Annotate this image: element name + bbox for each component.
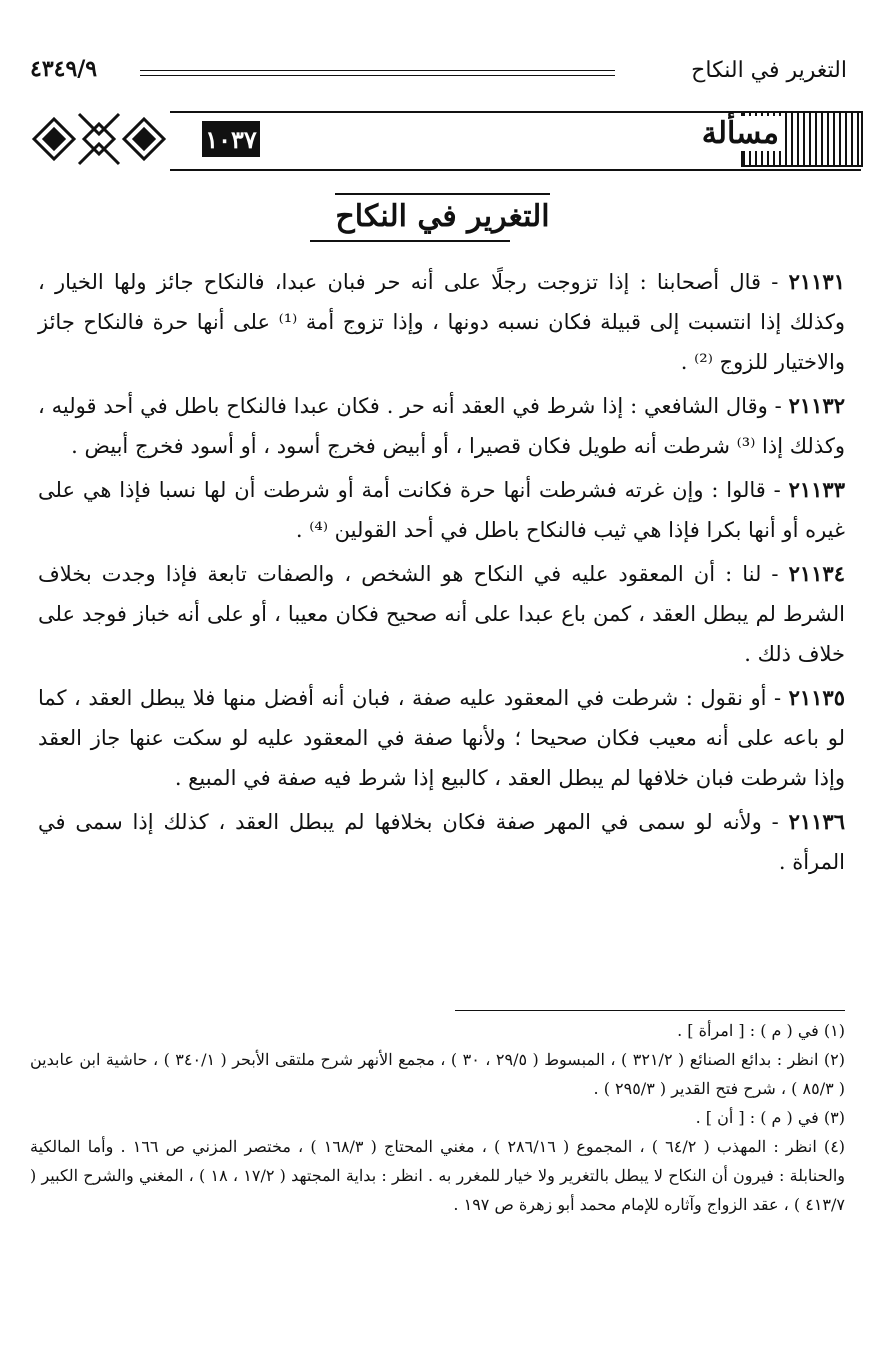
paragraph-text: - لنا : أن المعقود عليه في النكاح هو الشخص ، والصفات تابعة فإذا وجدت بخلاف الشرط لم يبطل العقد ، كمن باع عبدا على أنه صحيح فكان معيبا ، أو على أنه خباز فوجد على خلاف ذلك . (38, 562, 845, 666)
paragraph-text: - ولأنه لو سمى في المهر صفة فكان بخلافها لم يبطل العقد ، كذلك إذا سمى في المرأة . (38, 810, 845, 874)
paragraph-number: ٢١١٣٣ (788, 477, 845, 502)
section-title: التغرير في النكاح (335, 193, 549, 234)
ornament-icon (24, 104, 174, 174)
footnote: (١) في ( م ) : [ امرأة ] . (677, 1021, 845, 1040)
masala-label: مسألة (696, 116, 785, 151)
section-title-wrap (0, 193, 885, 234)
body-text (38, 262, 845, 886)
paragraph-number: ٢١١٣٦ (788, 809, 845, 834)
paragraph (38, 386, 845, 466)
paragraph-number: ٢١١٣٥ (788, 685, 845, 710)
paragraph (38, 262, 845, 382)
footnote: (٣) في ( م ) : [ أن ] . (695, 1108, 845, 1127)
page-reference: ٤٣٤٩/٩ (30, 56, 98, 82)
footnote: (٤) انظر : المهذب ( ٦٤/٢ ) ، المجموع ( ٢٨٦/١٦ ) ، مغني المحتاج ( ١٦٨/٣ ) ، مختصر المزني ص ١٦٦ . وأما المالكية والحنابلة : فيرون أن النكاح لا يبطل بالتغرير ولا خيار للمغرر به . انظر : بداية المجتهد ( ١٧/٢ ، ١٨ ) ، المغني والشرح الكبير ( ٤١٣/٧ ) ، عقد الزواج وآثاره للإمام محمد أبو زهرة ص ١٩٧ . (30, 1137, 846, 1214)
footnotes (30, 1016, 845, 1219)
paragraph (38, 554, 845, 674)
paragraph (38, 802, 845, 882)
paragraph-text: - قال أصحابنا : إذا تزوجت رجلًا على أنه حر فبان عبدا، فالنكاح جائز ولها الخيار ، وكذلك إذا انتسبت إلى قبيلة فكان نسبه دونها ، وإذا تزوج أمة ⁽¹⁾ على أنها حرة فالنكاح جائز والاختيار للزوج ⁽²⁾ . (38, 270, 845, 374)
footnote-separator (455, 1010, 845, 1011)
paragraph-text: - أو نقول : شرطت في المعقود عليه صفة ، فبان أنه أفضل منها فلا يبطل العقد ، كما لو باعه على أنه معيب فكان صحيحا ؛ ولأنها صفة في المعقود عليه لو سكت عنها جاز العقد وإذا شرطت فبان خلافها لم يبطل العقد ، كالبيع إذا شرط فيه صفة في المبيع . (38, 686, 845, 790)
footnote: (٢) انظر : بدائع الصنائع ( ٣٢١/٢ ) ، المبسوط ( ٢٩/٥ ، ٣٠ ) ، مجمع الأنهر شرح ملتقى الأبحر ( ٣٤٠/١ ) ، حاشية ابن عابدين ( ٨٥/٣ ) ، شرح فتح القدير ( ٢٩٥/٣ ) . (30, 1050, 846, 1098)
paragraph-number: ٢١١٣٤ (788, 561, 845, 586)
running-title: التغرير في النكاح (691, 58, 847, 83)
header-rule (140, 70, 615, 76)
paragraph-number: ٢١١٣٢ (788, 393, 845, 418)
paragraph-text: - وقال الشافعي : إذا شرط في العقد أنه حر . فكان عبدا فالنكاح باطل في أحد قوليه ، وكذلك إذا ⁽³⁾ شرطت أنه طويل فكان قصيرا ، أو أبيض فخرج أسود ، أو أسود فخرج أبيض . (38, 394, 845, 458)
paragraph (38, 470, 845, 550)
title-underline (310, 240, 510, 242)
masala-number: ١٠٣٧ (202, 121, 260, 157)
paragraph (38, 678, 845, 798)
paragraph-text: - قالوا : وإن غرته فشرطت أنها حرة فكانت أمة أو شرطت أن لها نسبا فإذا هي على غيره أو أنها بكرا فإذا هي ثيب فالنكاح باطل في أحد القولين ⁽⁴⁾ . (38, 478, 845, 542)
paragraph-number: ٢١١٣١ (788, 269, 845, 294)
